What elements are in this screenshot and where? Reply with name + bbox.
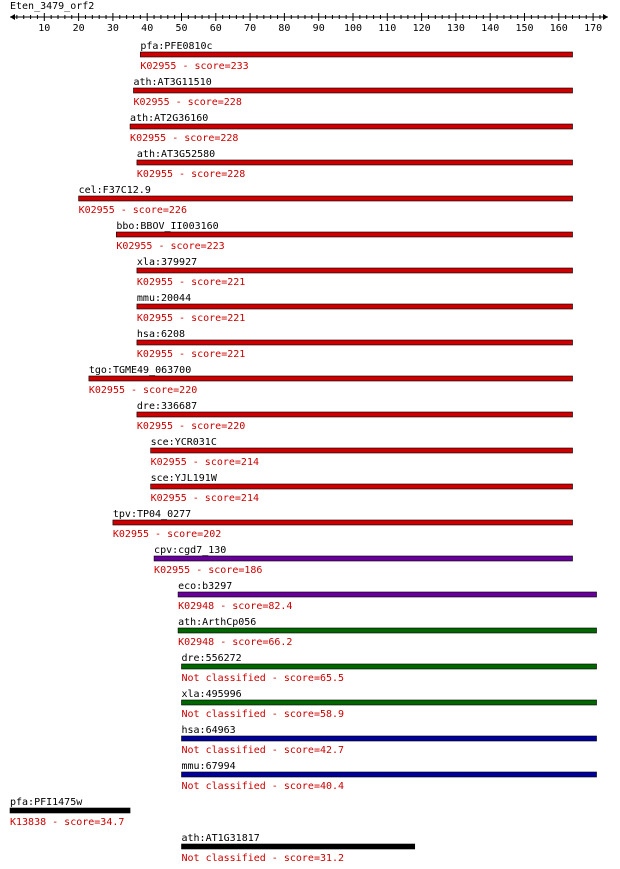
hit-alignment-bar[interactable] [182, 772, 597, 777]
hit-alignment-bar[interactable] [140, 52, 572, 57]
ruler-tick-label: 120 [412, 23, 431, 34]
ruler-tick-label: 40 [141, 23, 154, 34]
hit-id-link[interactable]: cpv:cgd7_130 [154, 545, 227, 556]
ruler-tick-label: 110 [378, 23, 397, 34]
hit-id-link[interactable]: ath:AT1G31817 [181, 833, 260, 844]
hit-annotation-link[interactable]: K02955 - score=220 [136, 421, 246, 432]
hit-annotation-link[interactable]: Not classified - score=65.5 [181, 673, 345, 684]
ruler-tick-label: 160 [549, 23, 568, 34]
ruler-tick-label: 80 [278, 23, 291, 34]
ruler-tick-label: 10 [38, 23, 51, 34]
hit-alignment-bar[interactable] [182, 664, 597, 669]
hit-row[interactable] [140, 41, 572, 72]
hit-annotation-link[interactable]: Not classified - score=42.7 [181, 745, 345, 756]
ruler-tick-label: 20 [72, 23, 85, 34]
hit-annotation-link[interactable]: K02955 - score=228 [133, 97, 242, 108]
hit-row[interactable] [89, 365, 573, 396]
hit-row[interactable] [151, 473, 573, 504]
hit-alignment-bar[interactable] [113, 520, 573, 525]
hit-row[interactable] [137, 329, 573, 360]
hit-id-link[interactable]: ath:AT3G11510 [133, 77, 212, 88]
hit-alignment-bar[interactable] [151, 484, 573, 489]
ruler-tick-label: 150 [515, 23, 534, 34]
hit-row[interactable] [137, 401, 573, 432]
hit-alignment-bar[interactable] [178, 628, 596, 633]
ruler-tick-label: 60 [209, 23, 222, 34]
hit-id-link[interactable]: bbo:BBOV_II003160 [116, 221, 219, 232]
hit-alignment-bar[interactable] [137, 268, 573, 273]
hit-row[interactable] [137, 149, 573, 180]
hit-id-link[interactable]: ath:AT3G52580 [136, 149, 216, 160]
hit-alignment-bar[interactable] [154, 556, 572, 561]
hit-annotation-link[interactable]: K02955 - score=221 [136, 277, 246, 288]
hit-row[interactable] [137, 257, 573, 288]
hit-row[interactable] [154, 545, 572, 576]
hit-row[interactable] [178, 617, 596, 648]
hit-row[interactable] [133, 77, 572, 108]
hit-alignment-bar[interactable] [151, 448, 573, 453]
hit-row[interactable] [151, 437, 573, 468]
hit-id-link[interactable]: eco:b3297 [178, 581, 233, 592]
hit-alignment-bar[interactable] [182, 844, 415, 849]
ruler-tick-label: 90 [312, 23, 325, 34]
hit-id-link[interactable]: xla:495996 [181, 689, 242, 700]
hit-row[interactable] [182, 761, 597, 792]
hit-annotation-link[interactable]: K02955 - score=228 [130, 133, 239, 144]
hit-alignment-bar[interactable] [133, 88, 572, 93]
hit-annotation-link[interactable]: K02955 - score=214 [150, 457, 260, 468]
hit-row[interactable] [10, 797, 130, 828]
hit-alignment-bar[interactable] [130, 124, 572, 129]
ruler-tick-label: 70 [244, 23, 257, 34]
hit-id-link[interactable]: hsa:6208 [136, 329, 186, 340]
hit-id-link[interactable]: ath:ArthCp056 [178, 617, 257, 628]
hit-alignment-bar[interactable] [10, 808, 130, 813]
hit-alignment-bar[interactable] [182, 736, 597, 741]
hit-row[interactable] [182, 653, 597, 684]
ruler-left-arrow [10, 14, 15, 20]
hit-annotation-link[interactable]: K02955 - score=233 [140, 61, 249, 72]
hit-id-link[interactable]: pfa:PFI1475w [10, 797, 83, 808]
hit-row[interactable] [182, 833, 415, 864]
hit-id-link[interactable]: dre:556272 [181, 653, 242, 664]
hit-id-link[interactable]: tgo:TGME49_063700 [88, 365, 192, 376]
ruler-axis [10, 13, 608, 34]
hit-alignment-bar[interactable] [79, 196, 573, 201]
hit-annotation-link[interactable]: K02955 - score=221 [136, 313, 246, 324]
hit-row[interactable] [178, 581, 596, 612]
query-title: Eten_3479_orf2 [10, 1, 95, 12]
hit-annotation-link[interactable]: Not classified - score=31.2 [181, 853, 345, 864]
ruler-tick-label: 30 [106, 23, 119, 34]
ruler-tick-label: 130 [446, 23, 465, 34]
hit-id-link[interactable]: sce:YJL191W [150, 473, 217, 484]
hit-alignment-bar[interactable] [178, 592, 596, 597]
hit-annotation-link[interactable]: K02955 - score=186 [154, 565, 263, 576]
ruler-right-arrow [603, 14, 608, 20]
hit-alignment-bar[interactable] [137, 160, 573, 165]
hit-row[interactable] [116, 221, 572, 252]
ruler-tick-label: 100 [343, 23, 363, 34]
hit-annotation-link[interactable]: K02955 - score=226 [78, 205, 187, 216]
hit-list [10, 41, 597, 864]
ruler-tick-label: 50 [175, 23, 188, 34]
hit-row[interactable] [182, 689, 597, 720]
hit-row[interactable] [182, 725, 597, 756]
hit-annotation-link[interactable]: K02955 - score=214 [150, 493, 260, 504]
hit-id-link[interactable]: dre:336687 [136, 401, 198, 412]
hit-annotation-link[interactable]: K13838 - score=34.7 [10, 817, 125, 828]
hit-annotation-link[interactable]: K02948 - score=82.4 [178, 601, 293, 612]
hit-id-link[interactable]: ath:AT2G36160 [130, 113, 209, 124]
hit-row[interactable] [113, 509, 573, 540]
hit-annotation-link[interactable]: K02955 - score=202 [112, 529, 222, 540]
hit-alignment-bar[interactable] [116, 232, 572, 237]
hit-annotation-link[interactable]: K02955 - score=228 [136, 169, 246, 180]
hit-id-link[interactable]: hsa:64963 [181, 725, 236, 736]
hit-id-link[interactable]: sce:YCR031C [150, 437, 217, 448]
hit-id-link[interactable]: pfa:PFE0810c [140, 41, 213, 52]
hit-id-link[interactable]: mmu:20044 [136, 293, 192, 304]
hit-row[interactable] [130, 113, 572, 144]
hit-id-link[interactable]: mmu:67994 [181, 761, 236, 772]
hit-alignment-bar[interactable] [182, 700, 597, 705]
ruler-tick-label: 140 [481, 23, 500, 34]
hit-alignment-bar[interactable] [137, 304, 573, 309]
hit-annotation-link[interactable]: K02955 - score=223 [116, 241, 225, 252]
hit-annotation-link[interactable]: Not classified - score=40.4 [181, 781, 345, 792]
hit-annotation-link[interactable]: K02948 - score=66.2 [178, 637, 293, 648]
hit-alignment-bar[interactable] [137, 412, 573, 417]
hit-alignment-bar[interactable] [137, 340, 573, 345]
hit-row[interactable] [79, 185, 573, 216]
ruler-tick-label: 170 [584, 23, 603, 34]
hit-alignment-bar[interactable] [89, 376, 573, 381]
hit-id-link[interactable]: cel:F37C12.9 [78, 185, 151, 196]
hit-annotation-link[interactable]: K02955 - score=220 [88, 385, 198, 396]
hit-id-link[interactable]: xla:379927 [136, 257, 198, 268]
hit-row[interactable] [137, 293, 573, 324]
hit-annotation-link[interactable]: K02955 - score=221 [136, 349, 246, 360]
hit-id-link[interactable]: tpv:TP04_0277 [112, 509, 192, 520]
hit-annotation-link[interactable]: Not classified - score=58.9 [181, 709, 345, 720]
